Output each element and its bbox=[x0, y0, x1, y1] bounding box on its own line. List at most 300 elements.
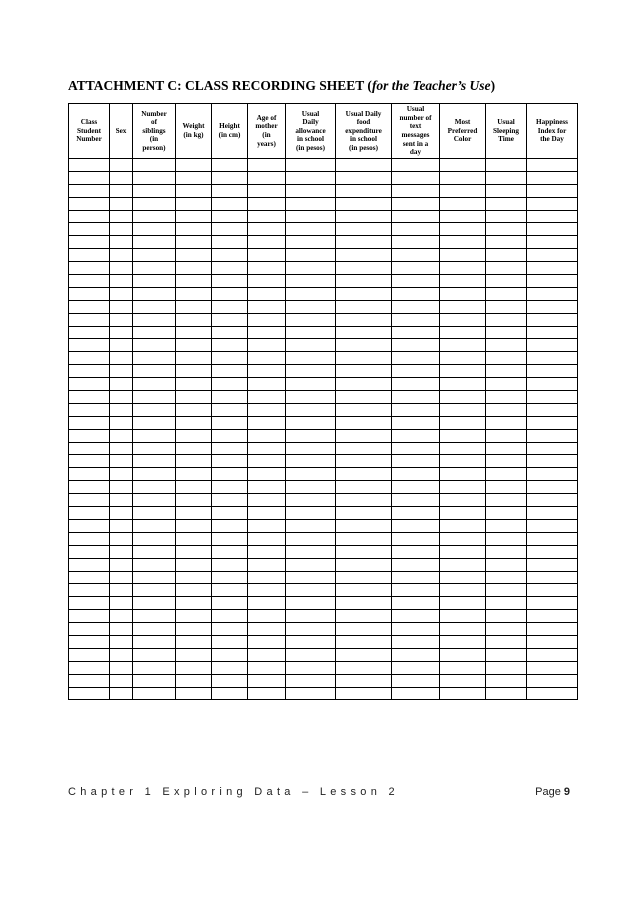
table-cell bbox=[248, 249, 286, 262]
table-cell bbox=[286, 352, 336, 365]
table-row bbox=[69, 584, 578, 597]
table-cell bbox=[440, 532, 486, 545]
table-cell bbox=[440, 236, 486, 249]
table-cell bbox=[336, 635, 392, 648]
table-cell bbox=[392, 558, 440, 571]
table-cell bbox=[440, 597, 486, 610]
table-cell bbox=[440, 223, 486, 236]
table-cell bbox=[110, 648, 133, 661]
table-row bbox=[69, 300, 578, 313]
table-cell bbox=[286, 648, 336, 661]
table-cell bbox=[212, 313, 248, 326]
table-cell bbox=[248, 313, 286, 326]
table-cell bbox=[336, 403, 392, 416]
table-cell bbox=[133, 455, 176, 468]
table-cell bbox=[336, 584, 392, 597]
table-cell bbox=[248, 159, 286, 172]
table-cell bbox=[336, 159, 392, 172]
table-cell bbox=[69, 507, 110, 520]
table-cell bbox=[440, 352, 486, 365]
table-cell bbox=[248, 674, 286, 687]
table-cell bbox=[527, 597, 578, 610]
table-row bbox=[69, 236, 578, 249]
table-cell bbox=[486, 184, 527, 197]
table-cell bbox=[527, 468, 578, 481]
table-cell bbox=[440, 197, 486, 210]
table-cell bbox=[392, 687, 440, 700]
table-cell bbox=[440, 481, 486, 494]
table-cell bbox=[133, 635, 176, 648]
table-cell bbox=[110, 403, 133, 416]
table-cell bbox=[527, 210, 578, 223]
table-row bbox=[69, 416, 578, 429]
table-cell bbox=[133, 442, 176, 455]
table-cell bbox=[392, 610, 440, 623]
column-header-number-of-siblings: Number of siblings (in person) bbox=[133, 104, 176, 159]
table-cell bbox=[486, 287, 527, 300]
table-cell bbox=[110, 275, 133, 288]
table-cell bbox=[69, 223, 110, 236]
table-body bbox=[69, 159, 578, 700]
table-cell bbox=[248, 687, 286, 700]
table-cell bbox=[336, 687, 392, 700]
table-cell bbox=[212, 584, 248, 597]
table-cell bbox=[392, 455, 440, 468]
table-cell bbox=[248, 416, 286, 429]
table-cell bbox=[440, 610, 486, 623]
table-cell bbox=[212, 159, 248, 172]
table-cell bbox=[527, 313, 578, 326]
table-cell bbox=[392, 223, 440, 236]
table-cell bbox=[286, 313, 336, 326]
table-cell bbox=[336, 378, 392, 391]
table-cell bbox=[212, 532, 248, 545]
table-row bbox=[69, 287, 578, 300]
table-row bbox=[69, 339, 578, 352]
table-cell bbox=[486, 584, 527, 597]
table-cell bbox=[286, 171, 336, 184]
table-cell bbox=[336, 507, 392, 520]
table-cell bbox=[110, 352, 133, 365]
table-cell bbox=[248, 519, 286, 532]
table-cell bbox=[336, 558, 392, 571]
table-cell bbox=[133, 468, 176, 481]
table-cell bbox=[440, 674, 486, 687]
table-row bbox=[69, 687, 578, 700]
table-cell bbox=[440, 210, 486, 223]
table-cell bbox=[440, 442, 486, 455]
table-cell bbox=[392, 661, 440, 674]
table-cell bbox=[527, 275, 578, 288]
table-cell bbox=[336, 442, 392, 455]
table-cell bbox=[486, 171, 527, 184]
table-cell bbox=[133, 610, 176, 623]
table-cell bbox=[176, 610, 212, 623]
table-cell bbox=[392, 300, 440, 313]
column-header-class-student-number: Class Student Number bbox=[69, 104, 110, 159]
table-cell bbox=[286, 519, 336, 532]
table-row bbox=[69, 429, 578, 442]
table-cell bbox=[486, 442, 527, 455]
table-row bbox=[69, 455, 578, 468]
table-cell bbox=[286, 610, 336, 623]
table-cell bbox=[248, 545, 286, 558]
table-cell bbox=[69, 275, 110, 288]
table-cell bbox=[248, 236, 286, 249]
table-cell bbox=[110, 236, 133, 249]
table-cell bbox=[486, 403, 527, 416]
table-cell bbox=[248, 429, 286, 442]
table-cell bbox=[486, 223, 527, 236]
table-cell bbox=[176, 545, 212, 558]
table-cell bbox=[286, 623, 336, 636]
table-cell bbox=[392, 287, 440, 300]
table-cell bbox=[133, 210, 176, 223]
table-cell bbox=[392, 635, 440, 648]
table-cell bbox=[527, 507, 578, 520]
table-cell bbox=[69, 184, 110, 197]
table-cell bbox=[212, 455, 248, 468]
table-cell bbox=[212, 429, 248, 442]
table-cell bbox=[440, 300, 486, 313]
table-cell bbox=[110, 429, 133, 442]
table-cell bbox=[212, 442, 248, 455]
table-cell bbox=[110, 468, 133, 481]
table-cell bbox=[336, 326, 392, 339]
table-cell bbox=[110, 597, 133, 610]
table-cell bbox=[486, 532, 527, 545]
table-cell bbox=[286, 532, 336, 545]
table-cell bbox=[392, 623, 440, 636]
table-cell bbox=[336, 313, 392, 326]
table-row bbox=[69, 378, 578, 391]
table-cell bbox=[286, 455, 336, 468]
table-cell bbox=[286, 184, 336, 197]
table-cell bbox=[440, 648, 486, 661]
table-cell bbox=[248, 197, 286, 210]
table-cell bbox=[336, 571, 392, 584]
table-cell bbox=[69, 468, 110, 481]
table-cell bbox=[133, 597, 176, 610]
table-cell bbox=[486, 352, 527, 365]
table-cell bbox=[212, 468, 248, 481]
table-cell bbox=[69, 571, 110, 584]
table-row bbox=[69, 519, 578, 532]
table-cell bbox=[133, 326, 176, 339]
table-cell bbox=[336, 429, 392, 442]
table-cell bbox=[110, 610, 133, 623]
table-cell bbox=[176, 287, 212, 300]
table-cell bbox=[440, 365, 486, 378]
table-row bbox=[69, 610, 578, 623]
table-row bbox=[69, 365, 578, 378]
table-cell bbox=[440, 339, 486, 352]
table-cell bbox=[286, 326, 336, 339]
table-row bbox=[69, 661, 578, 674]
table-cell bbox=[336, 597, 392, 610]
table-cell bbox=[69, 365, 110, 378]
table-cell bbox=[440, 545, 486, 558]
table-cell bbox=[176, 365, 212, 378]
footer-chapter: Chapter 1 Exploring Data – Lesson 2 bbox=[68, 786, 399, 798]
table-cell bbox=[69, 378, 110, 391]
table-cell bbox=[69, 429, 110, 442]
table-cell bbox=[392, 507, 440, 520]
table-cell bbox=[212, 236, 248, 249]
table-row bbox=[69, 184, 578, 197]
table-cell bbox=[336, 236, 392, 249]
table-cell bbox=[286, 597, 336, 610]
table-cell bbox=[440, 507, 486, 520]
table-cell bbox=[286, 275, 336, 288]
table-header-row bbox=[69, 104, 578, 159]
table-cell bbox=[527, 378, 578, 391]
table-cell bbox=[212, 378, 248, 391]
table-cell bbox=[133, 661, 176, 674]
table-cell bbox=[110, 507, 133, 520]
table-cell bbox=[69, 687, 110, 700]
table-cell bbox=[176, 352, 212, 365]
table-cell bbox=[286, 365, 336, 378]
table-cell bbox=[336, 223, 392, 236]
table-cell bbox=[440, 159, 486, 172]
table-cell bbox=[133, 545, 176, 558]
table-cell bbox=[212, 403, 248, 416]
table-cell bbox=[110, 184, 133, 197]
table-cell bbox=[440, 262, 486, 275]
table-cell bbox=[69, 481, 110, 494]
table-row bbox=[69, 545, 578, 558]
table-cell bbox=[440, 468, 486, 481]
table-cell bbox=[440, 391, 486, 404]
column-header-age-of-mother: Age of mother (in years) bbox=[248, 104, 286, 159]
table-cell bbox=[286, 403, 336, 416]
table-cell bbox=[392, 171, 440, 184]
table-cell bbox=[212, 275, 248, 288]
table-cell bbox=[392, 648, 440, 661]
title-suffix: ) bbox=[490, 78, 496, 93]
table-cell bbox=[133, 507, 176, 520]
table-cell bbox=[336, 249, 392, 262]
table-cell bbox=[486, 249, 527, 262]
table-cell bbox=[336, 352, 392, 365]
table-cell bbox=[286, 210, 336, 223]
table-cell bbox=[336, 287, 392, 300]
table-cell bbox=[212, 339, 248, 352]
table-cell bbox=[69, 635, 110, 648]
table-cell bbox=[336, 494, 392, 507]
table-row bbox=[69, 210, 578, 223]
table-cell bbox=[133, 223, 176, 236]
table-cell bbox=[486, 416, 527, 429]
table-cell bbox=[110, 249, 133, 262]
table-cell bbox=[133, 236, 176, 249]
table-cell bbox=[286, 378, 336, 391]
table-cell bbox=[69, 519, 110, 532]
page-title bbox=[68, 78, 495, 94]
table-cell bbox=[133, 494, 176, 507]
table-cell bbox=[286, 262, 336, 275]
table-cell bbox=[248, 378, 286, 391]
table-cell bbox=[248, 635, 286, 648]
table-row bbox=[69, 597, 578, 610]
table-cell bbox=[286, 635, 336, 648]
table-cell bbox=[336, 416, 392, 429]
table-cell bbox=[486, 623, 527, 636]
table-cell bbox=[110, 223, 133, 236]
table-cell bbox=[392, 275, 440, 288]
table-cell bbox=[133, 197, 176, 210]
table-cell bbox=[527, 674, 578, 687]
table-cell bbox=[392, 429, 440, 442]
table-cell bbox=[176, 159, 212, 172]
column-header-sex: Sex bbox=[110, 104, 133, 159]
table-cell bbox=[110, 378, 133, 391]
table-cell bbox=[69, 674, 110, 687]
table-cell bbox=[176, 648, 212, 661]
table-cell bbox=[527, 661, 578, 674]
column-header-weight: Weight (in kg) bbox=[176, 104, 212, 159]
table-cell bbox=[212, 674, 248, 687]
table-cell bbox=[110, 262, 133, 275]
table-cell bbox=[336, 365, 392, 378]
table-cell bbox=[212, 326, 248, 339]
table-cell bbox=[248, 558, 286, 571]
table-cell bbox=[248, 455, 286, 468]
table-cell bbox=[486, 481, 527, 494]
table-cell bbox=[69, 584, 110, 597]
table-cell bbox=[392, 326, 440, 339]
table-cell bbox=[69, 249, 110, 262]
table-cell bbox=[133, 378, 176, 391]
table-cell bbox=[176, 223, 212, 236]
table-row bbox=[69, 403, 578, 416]
table-cell bbox=[212, 571, 248, 584]
table-cell bbox=[176, 481, 212, 494]
table-cell bbox=[110, 481, 133, 494]
table-cell bbox=[176, 391, 212, 404]
table-cell bbox=[286, 468, 336, 481]
table-cell bbox=[69, 197, 110, 210]
table-cell bbox=[133, 249, 176, 262]
table-cell bbox=[286, 661, 336, 674]
table-cell bbox=[133, 171, 176, 184]
table-cell bbox=[486, 391, 527, 404]
table-cell bbox=[176, 661, 212, 674]
table-cell bbox=[248, 339, 286, 352]
table-cell bbox=[486, 300, 527, 313]
table-cell bbox=[527, 171, 578, 184]
table-cell bbox=[176, 197, 212, 210]
table-cell bbox=[248, 584, 286, 597]
table-cell bbox=[176, 313, 212, 326]
table-cell bbox=[286, 236, 336, 249]
table-cell bbox=[212, 197, 248, 210]
table-cell bbox=[248, 184, 286, 197]
table-cell bbox=[527, 455, 578, 468]
table-cell bbox=[392, 352, 440, 365]
table-cell bbox=[440, 494, 486, 507]
table-cell bbox=[440, 275, 486, 288]
table-cell bbox=[336, 519, 392, 532]
table-cell bbox=[527, 635, 578, 648]
table-cell bbox=[286, 287, 336, 300]
table-cell bbox=[336, 300, 392, 313]
table-cell bbox=[527, 236, 578, 249]
table-cell bbox=[212, 365, 248, 378]
table-cell bbox=[133, 403, 176, 416]
table-cell bbox=[176, 416, 212, 429]
table-cell bbox=[69, 300, 110, 313]
table-cell bbox=[248, 403, 286, 416]
table-row bbox=[69, 249, 578, 262]
table-cell bbox=[212, 661, 248, 674]
table-cell bbox=[248, 648, 286, 661]
table-cell bbox=[392, 674, 440, 687]
table-cell bbox=[212, 507, 248, 520]
table-cell bbox=[392, 197, 440, 210]
table-cell bbox=[286, 584, 336, 597]
table-cell bbox=[248, 223, 286, 236]
table-cell bbox=[176, 455, 212, 468]
table-cell bbox=[486, 687, 527, 700]
table-cell bbox=[440, 326, 486, 339]
table-cell bbox=[133, 674, 176, 687]
table-cell bbox=[212, 223, 248, 236]
table-cell bbox=[336, 339, 392, 352]
table-cell bbox=[486, 455, 527, 468]
table-cell bbox=[176, 532, 212, 545]
table-cell bbox=[133, 584, 176, 597]
table-cell bbox=[176, 674, 212, 687]
table-cell bbox=[486, 610, 527, 623]
table-cell bbox=[176, 236, 212, 249]
column-header-daily-allowance: Usual Daily allowance in school (in pesos) bbox=[286, 104, 336, 159]
table-cell bbox=[110, 494, 133, 507]
table-cell bbox=[440, 378, 486, 391]
table-cell bbox=[110, 339, 133, 352]
table-cell bbox=[110, 287, 133, 300]
footer-page bbox=[535, 786, 570, 798]
table-cell bbox=[176, 623, 212, 636]
table-cell bbox=[176, 339, 212, 352]
table-cell bbox=[527, 687, 578, 700]
table-cell bbox=[248, 661, 286, 674]
table-cell bbox=[176, 275, 212, 288]
table-cell bbox=[110, 661, 133, 674]
table-cell bbox=[486, 262, 527, 275]
table-cell bbox=[69, 339, 110, 352]
table-cell bbox=[110, 584, 133, 597]
table-cell bbox=[133, 352, 176, 365]
table-cell bbox=[69, 171, 110, 184]
table-cell bbox=[176, 507, 212, 520]
table-cell bbox=[392, 403, 440, 416]
table-cell bbox=[486, 597, 527, 610]
table-cell bbox=[133, 481, 176, 494]
table-cell bbox=[336, 661, 392, 674]
table-cell bbox=[486, 339, 527, 352]
table-cell bbox=[486, 275, 527, 288]
table-cell bbox=[527, 159, 578, 172]
table-cell bbox=[486, 326, 527, 339]
table-row bbox=[69, 159, 578, 172]
table-row bbox=[69, 275, 578, 288]
table-cell bbox=[176, 571, 212, 584]
table-cell bbox=[69, 610, 110, 623]
table-cell bbox=[176, 584, 212, 597]
table-cell bbox=[212, 687, 248, 700]
